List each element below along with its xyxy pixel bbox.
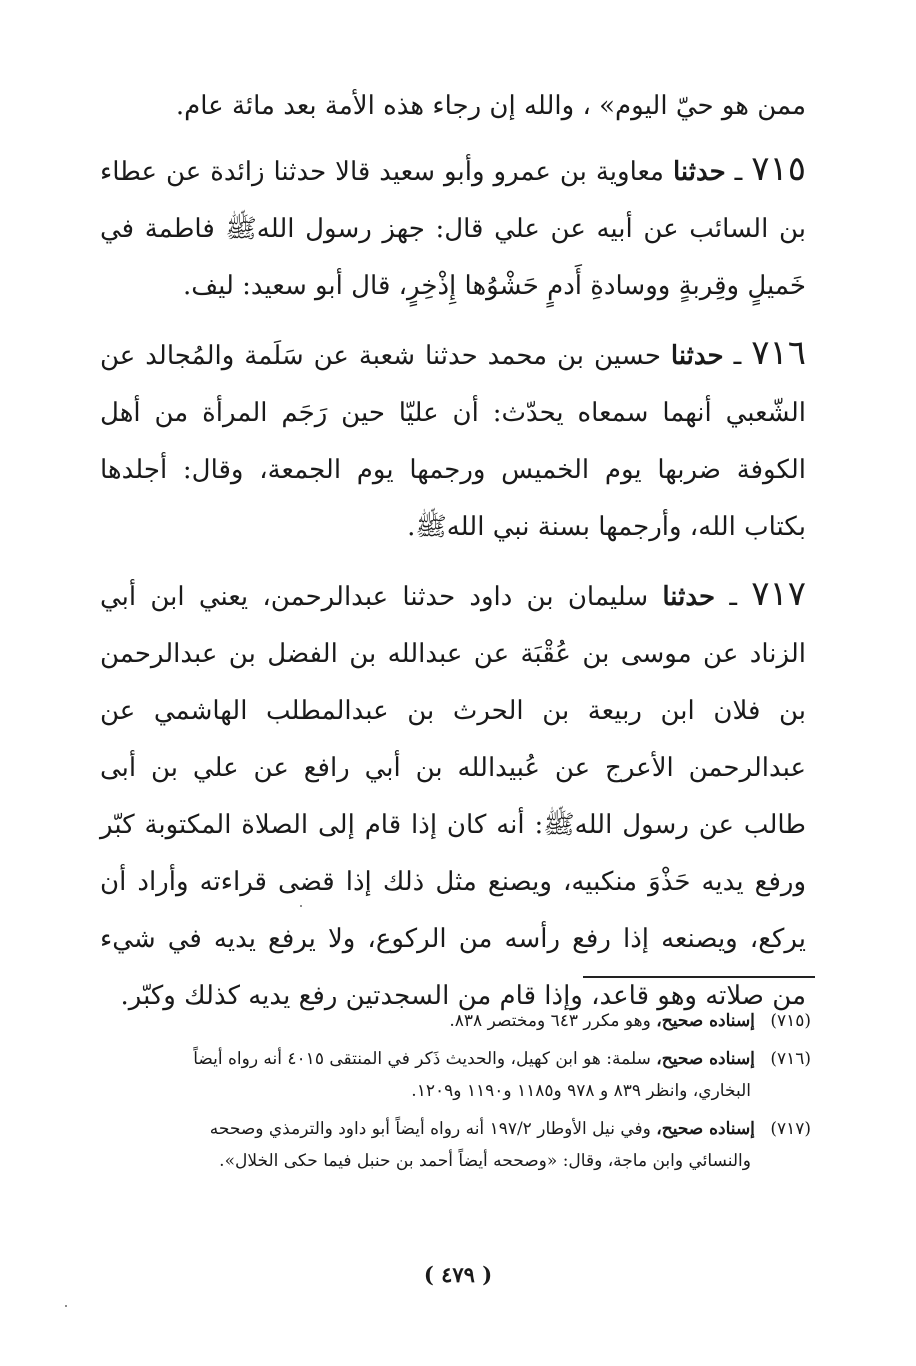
footnote-head: إسناده صحيح، [656, 1011, 755, 1031]
footnote-text: وفي نيل الأوطار ١٩٧/٢ أنه رواه أيضاً أبو داود والترمذي وصححه [209, 1119, 651, 1139]
hadith-lead: حدثنا [662, 582, 716, 612]
hadith-text: معاوية بن عمرو وأبو سعيد قالا حدثنا زائدة عن عطاء بن السائب عن أبيه عن علي قال: جهز رسول اللهﷺ فاطمة في خَميلٍ وقِربةٍ ووسادةِ أَدمٍ حَشْوُها إِذْخِرٍ، قال أبو سعيد: ليف. [100, 157, 806, 301]
hadith-717: ٧١٧ ـ حدثنا سليمان بن داود حدثنا عبدالرحمن، يعني ابن أبي الزناد عن موسى بن عُقْبَة عن عبدالله بن الفضل بن عبدالرحمن بن فلان ابن ربيعة بن الحرث بن عبدالمطلب الهاشمي عن عبدالرحمن الأعرج عن عُبيدالله بن أبي رافع عن علي بن أبى طالب عن رسول اللهﷺ: أنه كان إذا قام إلى الصلاة المكتوبة كبّر ورفع يديه حَذْوَ منكبيه، ويصنع مثل ذلك إذا قضى قراءته وأراد أن يركع، ويصنعه إذا رفع رأسه من الركوع، ولا يرفع يديه في شيء من صلاته وهو قاعد، وإذا قام من السجدتين رفع يديه كذلك وكبّر. [100, 574, 807, 1011]
hadith-716: ٧١٦ ـ حدثنا حسين بن محمد حدثنا شعبة عن سَلَمة والمُجالد عن الشّعبي أنهما سمعاه يحدّث: أن عليّا حين رَجَم المرأة من أهل الكوفة ضربها يوم الخميس ورجمها يوم الجمعة، وقال: أجلدها بكتاب الله، وأرجمها بسنة نبي اللهﷺ. [100, 333, 807, 542]
footnote-divider [583, 976, 815, 978]
footnote-continuation: البخاري، وانظر ٨٣٩ و ٩٧٨ و١١٨٥ و١١٩٠ و١٢٠٩. [411, 1081, 751, 1101]
footnote-head: إسناده صحيح، [656, 1049, 755, 1069]
footnote-716 [100, 1043, 811, 1107]
footnote-number: (٧١٧) [770, 1119, 811, 1139]
intro-line: ممن هو حيّ اليوم» ، والله إن رجاء هذه الأمة بعد مائة عام. [175, 91, 806, 121]
footnote-717 [100, 1113, 811, 1177]
scan-speck [65, 1305, 67, 1307]
main-text [100, 78, 806, 1025]
footnote-continuation: والنسائي وابن ماجة، وقال: «وصححه أيضاً أحمد بن حنبل فيما حكى الخلال». [219, 1151, 751, 1171]
footnote-number: (٧١٦) [770, 1049, 811, 1069]
hadith-text: حسين بن محمد حدثنا شعبة عن سَلَمة والمُجالد عن الشّعبي أنهما سمعاه يحدّث: أن عليّا حين رَجَم المرأة من أهل الكوفة ضربها يوم الخميس ورجمها يوم الجمعة، وقال: أجلدها بكتاب الله، وأرجمها بسنة نبي اللهﷺ. [100, 341, 806, 542]
footnote-715 [100, 1005, 811, 1037]
hadith-lead: حدثنا [672, 157, 726, 187]
hadith-text: سليمان بن داود حدثنا عبدالرحمن، يعني ابن أبي الزناد عن موسى بن عُقْبَة عن عبدالله بن الفضل بن عبدالرحمن بن فلان ابن ربيعة بن الحرث بن عبدالمطلب الهاشمي عن عبدالرحمن الأعرج عن عُبيدالله بن أبي رافع عن علي بن أبى طالب عن رسول اللهﷺ: أنه كان إذا قام إلى الصلاة المكتوبة كبّر ورفع يديه حَذْوَ منكبيه، ويصنع مثل ذلك إذا قضى قراءته وأراد أن يركع، ويصنعه إذا رفع رأسه من الركوع، ولا يرفع يديه في شيء من صلاته وهو قاعد، وإذا قام من السجدتين رفع يديه كذلك وكبّر. [100, 582, 806, 1011]
hadith-number: ٧١٥ [751, 149, 807, 189]
scan-speck [300, 905, 302, 907]
footnotes [100, 1005, 811, 1183]
hadith-number: ٧١٧ [751, 574, 807, 614]
footnote-text: سلمة: هو ابن كهيل، والحديث ذَكر في المنتقى ٤٠١٥ أنه رواه أيضاً [193, 1049, 651, 1069]
hadith-number: ٧١٦ [751, 333, 807, 373]
footnote-head: إسناده صحيح، [656, 1119, 755, 1139]
footnote-number: (٧١٥) [770, 1011, 811, 1031]
footnote-text: وهو مكرر ٦٤٣ ومختصر ٨٣٨. [449, 1011, 651, 1031]
page-number: ( ٤٧٩ ) [423, 1262, 493, 1287]
hadith-lead: حدثنا [670, 341, 724, 371]
hadith-715: ٧١٥ ـ حدثنا معاوية بن عمرو وأبو سعيد قالا حدثنا زائدة عن عطاء بن السائب عن أبيه عن علي قال: جهز رسول اللهﷺ فاطمة في خَميلٍ وقِربةٍ ووسادةِ أَدمٍ حَشْوُها إِذْخِرٍ، قال أبو سعيد: ليف. [100, 149, 807, 301]
